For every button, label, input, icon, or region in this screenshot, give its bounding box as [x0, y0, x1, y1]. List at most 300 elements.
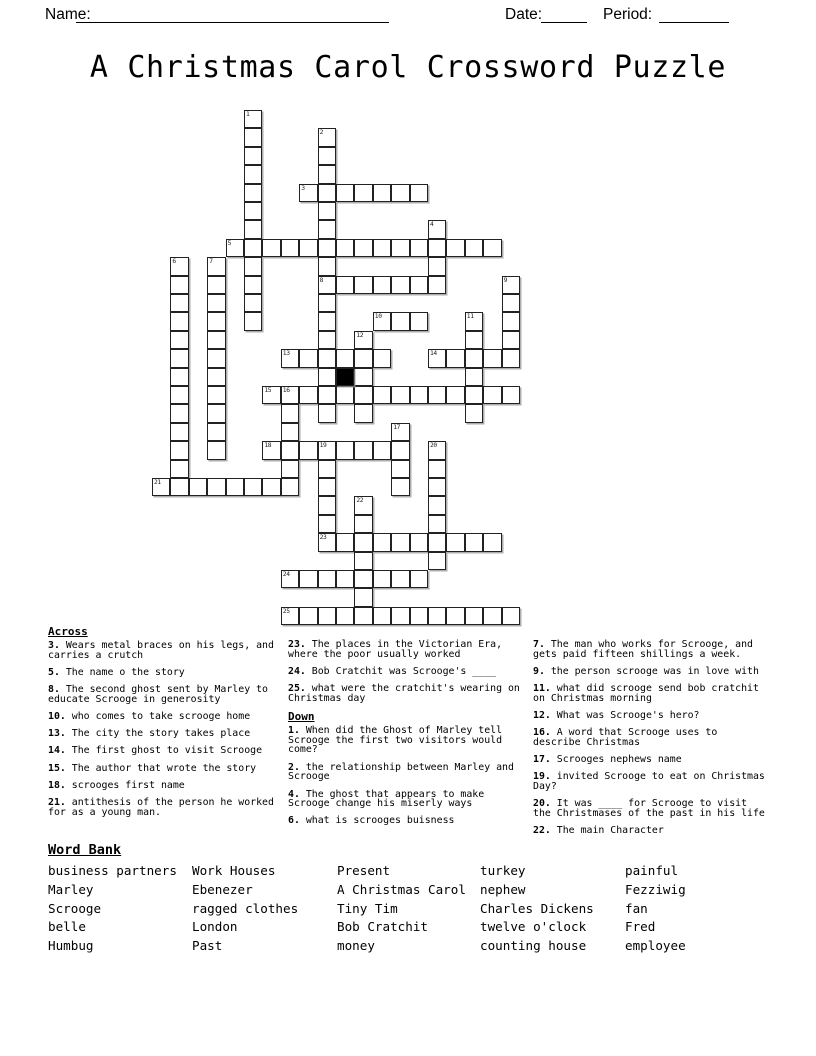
clue-label-24: 24.: [288, 665, 306, 677]
grid-cell-r18-c13[interactable]: [391, 441, 409, 459]
grid-cell-r18-c12[interactable]: [373, 441, 391, 459]
clue-number-1: 1: [246, 111, 250, 118]
grid-cell-r15-c11[interactable]: [354, 386, 372, 404]
clue-down-1: 1. When did the Ghost of Marley tell Scrooge the first two visitors would come?: [288, 725, 503, 756]
clue-number-22: 22: [356, 497, 364, 505]
word-bank-item: London: [192, 919, 238, 935]
grid-cell-r13-c3[interactable]: [207, 349, 225, 367]
period-label: Period:: [603, 6, 653, 23]
grid-cell-r13-c7[interactable]: [281, 349, 299, 367]
clue-label-23: 23.: [288, 639, 306, 650]
grid-cell-r23-c14[interactable]: [410, 533, 428, 551]
grid-cell-r7-c7[interactable]: [281, 239, 299, 257]
clue-across-15: 15. The author that wrote the story: [48, 762, 257, 774]
grid-cell-r20-c0[interactable]: [152, 478, 170, 496]
grid-cell-r1-c9[interactable]: [318, 128, 336, 146]
grid-cell-r6-c5[interactable]: [244, 220, 262, 238]
grid-cell-r26-c11[interactable]: [354, 588, 372, 606]
grid-cell-r27-c17[interactable]: [465, 607, 483, 625]
grid-cell-r12-c19[interactable]: [502, 331, 520, 349]
grid-cell-r16-c9[interactable]: [318, 404, 336, 422]
grid-cell-r8-c3[interactable]: [207, 257, 225, 275]
grid-cell-r15-c1[interactable]: [170, 386, 188, 404]
clue-across-13: 13. The city the story takes place: [48, 728, 251, 740]
grid-cell-r18-c1[interactable]: [170, 441, 188, 459]
grid-cell-r12-c3[interactable]: [207, 331, 225, 349]
grid-cell-r13-c12[interactable]: [373, 349, 391, 367]
grid-cell-r6-c9[interactable]: [318, 220, 336, 238]
grid-cell-r17-c7[interactable]: [281, 423, 299, 441]
grid-cell-r11-c19[interactable]: [502, 312, 520, 330]
clue-number-10: 10: [374, 313, 382, 321]
grid-cell-r25-c14[interactable]: [410, 570, 428, 588]
word-bank-item: twelve o'clock: [480, 919, 587, 935]
grid-cell-r23-c9[interactable]: [318, 533, 336, 551]
name-label: Name:: [45, 6, 91, 23]
date-blank-line: [541, 6, 587, 23]
word-bank-column-5: [625, 862, 686, 956]
grid-cell-r21-c11[interactable]: [354, 496, 372, 514]
clue-number-4: 4: [430, 221, 434, 229]
grid-cell-r27-c11[interactable]: [354, 607, 372, 625]
grid-cell-r20-c6[interactable]: [262, 478, 280, 496]
clue-label-16: 16.: [533, 727, 551, 739]
grid-cell-r12-c11[interactable]: [354, 331, 372, 349]
grid-cell-r10-c19[interactable]: [502, 294, 520, 312]
grid-cell-r20-c5[interactable]: [244, 478, 262, 496]
word-bank-item: Fred: [625, 919, 656, 935]
word-bank-item: Past: [192, 938, 223, 954]
clue-number-2: 2: [319, 129, 323, 137]
grid-cell-r8-c5[interactable]: [244, 257, 262, 275]
clue-across-5: 5. The name o the story: [48, 666, 185, 678]
grid-cell-r15-c15[interactable]: [428, 386, 446, 404]
grid-cell-r17-c13[interactable]: [391, 423, 409, 441]
grid-cell-r7-c14[interactable]: [410, 239, 428, 257]
clue-label-11: 11.: [533, 683, 551, 695]
word-bank-item: business partners: [48, 863, 177, 878]
clue-number-17: 17: [393, 423, 400, 431]
clue-number-19: 19: [319, 442, 327, 450]
clue-down-4: 4. The ghost that appears to make Scrooge change his miserly ways: [288, 788, 485, 810]
across-header: Across: [48, 625, 88, 638]
grid-cell-r12-c9[interactable]: [318, 331, 336, 349]
grid-cell-r25-c7[interactable]: [281, 570, 299, 588]
word-bank-item: Marley: [48, 881, 94, 897]
grid-cell-r27-c14[interactable]: [410, 607, 428, 625]
clue-number-11: 11: [466, 313, 474, 321]
grid-cell-r19-c13[interactable]: [391, 460, 409, 478]
puzzle-title: A Christmas Carol Crossword Puzzle: [89, 50, 727, 85]
clue-down-20: 20. It was ____ for Scrooge to visit the Christmases of the past in his life: [533, 798, 765, 819]
grid-cell-r27-c13[interactable]: [391, 607, 409, 625]
clue-label-22: 22.: [533, 825, 551, 837]
clue-label-9: 9.: [533, 665, 545, 677]
clue-across-18: 18. scrooges first name: [48, 779, 185, 791]
grid-cell-r13-c1[interactable]: [170, 349, 188, 367]
clue-label-14: 14.: [48, 745, 66, 757]
clue-label-18: 18.: [48, 779, 66, 791]
clue-label-20: 20.: [533, 798, 551, 810]
grid-cell-r7-c15[interactable]: [428, 239, 446, 257]
word-bank-item: nephew: [480, 881, 526, 897]
grid-cell-r13-c9[interactable]: [318, 349, 336, 367]
grid-cell-r11-c1[interactable]: [170, 312, 188, 330]
grid-cell-r14-c3[interactable]: [207, 368, 225, 386]
grid-cell-r22-c11[interactable]: [354, 515, 372, 533]
clue-label-17: 17.: [533, 754, 551, 766]
grid-cell-r16-c1[interactable]: [170, 404, 188, 422]
grid-cell-r9-c3[interactable]: [207, 276, 225, 294]
clue-number-8: 8: [319, 276, 323, 284]
grid-cell-r17-c3[interactable]: [207, 423, 225, 441]
grid-cell-r15-c6[interactable]: [262, 386, 280, 404]
grid-cell-r13-c18[interactable]: [483, 349, 501, 367]
grid-cell-r5-c9[interactable]: [318, 202, 336, 220]
grid-cell-r18-c9[interactable]: [318, 441, 336, 459]
grid-cell-r9-c9[interactable]: [318, 276, 336, 294]
grid-cell-r18-c11[interactable]: [354, 441, 372, 459]
grid-cell-r19-c1[interactable]: [170, 460, 188, 478]
clue-label-12: 12.: [533, 710, 551, 722]
clue-number-23: 23: [319, 534, 327, 542]
grid-cell-r8-c9[interactable]: [318, 257, 336, 275]
grid-cell-r4-c5[interactable]: [244, 184, 262, 202]
clue-number-14: 14: [430, 350, 437, 358]
clue-column-2: [288, 640, 523, 834]
clue-label-6: 6.: [288, 815, 300, 827]
word-bank-item: Bob Cratchit: [337, 919, 428, 935]
grid-cell-r7-c16[interactable]: [446, 239, 464, 257]
clue-label-8: 8.: [48, 684, 60, 696]
clue-across-10: 10. who comes to take scrooge home: [48, 711, 251, 723]
word-bank-item: counting house: [480, 938, 587, 954]
grid-cell-r25-c11[interactable]: [354, 570, 372, 588]
word-bank-item: A Christmas Carol: [337, 881, 466, 897]
grid-cell-r19-c15[interactable]: [428, 460, 446, 478]
word-bank-item: Humbug: [48, 938, 94, 954]
grid-cell-r15-c3[interactable]: [207, 386, 225, 404]
grid-cell-r11-c17[interactable]: [465, 312, 483, 330]
clue-across-21: 21. antithesis of the person he worked for as a young man.: [48, 797, 274, 818]
clue-across-25: 25. what were the cratchit's wearing on Christmas day: [288, 683, 520, 704]
clue-label-19: 19.: [533, 771, 551, 783]
clue-column-1: [48, 626, 283, 825]
grid-cell-r15-c18[interactable]: [483, 386, 501, 404]
word-bank-item: painful: [625, 863, 679, 878]
grid-cell-r20-c3[interactable]: [207, 478, 225, 496]
grid-cell-r27-c9[interactable]: [318, 607, 336, 625]
clue-down-7: 7. The man who works for Scrooge, and gets paid fifteen shillings a week.: [533, 639, 753, 660]
clue-down-6: 6. what is scrooges buisness: [288, 815, 455, 827]
grid-cell-r7-c17[interactable]: [465, 239, 483, 257]
grid-cell-r11-c12[interactable]: [373, 312, 391, 330]
grid-cell-r9-c13[interactable]: [391, 276, 409, 294]
grid-cell-r15-c16[interactable]: [446, 386, 464, 404]
grid-cell-r20-c2[interactable]: [189, 478, 207, 496]
grid-cell-r14-c11[interactable]: [354, 368, 372, 386]
grid-cell-r25-c12[interactable]: [373, 570, 391, 588]
period-blank-line: [659, 6, 729, 23]
grid-cell-r24-c11[interactable]: [354, 552, 372, 570]
clue-column-3: [533, 640, 768, 843]
grid-cell-r15-c17[interactable]: [465, 386, 483, 404]
grid-cell-r23-c13[interactable]: [391, 533, 409, 551]
word-bank-item: Scrooge: [48, 900, 102, 916]
grid-cell-r16-c11[interactable]: [354, 404, 372, 422]
grid-cell-r6-c15[interactable]: [428, 220, 446, 238]
word-bank-item: employee: [625, 938, 686, 954]
grid-cell-r18-c3[interactable]: [207, 441, 225, 459]
grid-cell-r27-c19[interactable]: [502, 607, 520, 625]
grid-cell-r18-c7[interactable]: [281, 441, 299, 459]
grid-cell-r11-c13[interactable]: [391, 312, 409, 330]
clue-number-7: 7: [209, 258, 213, 266]
grid-cell-r15-c8[interactable]: [299, 386, 317, 404]
grid-cell-r27-c8[interactable]: [299, 607, 317, 625]
clue-number-18: 18: [264, 442, 272, 450]
grid-cell-r27-c16[interactable]: [446, 607, 464, 625]
grid-cell-r7-c6[interactable]: [262, 239, 280, 257]
word-bank-item: ragged clothes: [192, 900, 299, 916]
grid-cell-r27-c7[interactable]: [281, 607, 299, 625]
clue-down-16: 16. A word that Scrooge uses to describe Christmas: [533, 727, 718, 748]
clue-label-21: 21.: [48, 797, 66, 809]
grid-cell-r14-c17[interactable]: [465, 368, 483, 386]
grid-cell-r23-c12[interactable]: [373, 533, 391, 551]
word-bank-column-4: [480, 862, 594, 956]
word-bank-column-2: [192, 862, 298, 956]
clue-label-4: 4.: [288, 788, 300, 800]
grid-cell-r9-c11[interactable]: [354, 276, 372, 294]
word-bank-item: Work Houses: [192, 863, 276, 878]
clue-number-5: 5: [227, 239, 231, 247]
grid-cell-r13-c15[interactable]: [428, 349, 446, 367]
clue-number-20: 20: [430, 442, 437, 450]
grid-cell-r16-c17[interactable]: [465, 404, 483, 422]
word-bank-item: belle: [48, 919, 86, 935]
grid-cell-r23-c16[interactable]: [446, 533, 464, 551]
grid-cell-r17-c1[interactable]: [170, 423, 188, 441]
grid-cell-r15-c7[interactable]: [281, 386, 299, 404]
down-header: Down: [288, 710, 315, 724]
grid-cell-r12-c1[interactable]: [170, 331, 188, 349]
word-bank-item: Ebenezer: [192, 881, 253, 897]
grid-cell-r4-c12[interactable]: [373, 184, 391, 202]
date-label: Date:: [505, 6, 543, 23]
grid-cell-r10-c5[interactable]: [244, 294, 262, 312]
grid-cell-r23-c18[interactable]: [483, 533, 501, 551]
grid-cell-r13-c8[interactable]: [299, 349, 317, 367]
clue-across-3: 3. Wears metal braces on his legs, and carries a crutch: [48, 640, 274, 661]
clue-number-16: 16: [282, 387, 290, 394]
grid-cell-r4-c9[interactable]: [318, 184, 336, 202]
grid-cell-r18-c10[interactable]: [336, 441, 354, 459]
clue-label-1: 1.: [288, 725, 300, 737]
grid-cell-r7-c4[interactable]: [226, 239, 244, 257]
grid-cell-r11-c5[interactable]: [244, 312, 262, 330]
word-bank-column-1: [48, 862, 177, 956]
grid-cell-r23-c11[interactable]: [354, 533, 372, 551]
grid-cell-r15-c9[interactable]: [318, 386, 336, 404]
grid-cell-r10-c3[interactable]: [207, 294, 225, 312]
grid-cell-r13-c16[interactable]: [446, 349, 464, 367]
grid-cell-r20-c9[interactable]: [318, 478, 336, 496]
clue-label-13: 13.: [48, 728, 66, 740]
grid-cell-r9-c5[interactable]: [244, 276, 262, 294]
grid-cell-r20-c13[interactable]: [391, 478, 409, 496]
grid-cell-r7-c11[interactable]: [354, 239, 372, 257]
word-bank-item: fan: [625, 900, 648, 916]
clue-number-15: 15: [264, 387, 272, 394]
grid-cell-r8-c15[interactable]: [428, 257, 446, 275]
grid-cell-r27-c10[interactable]: [336, 607, 354, 625]
clue-number-13: 13: [282, 350, 290, 358]
word-bank-title: Word Bank: [48, 842, 122, 858]
grid-cell-r18-c15[interactable]: [428, 441, 446, 459]
grid-cell-r9-c1[interactable]: [170, 276, 188, 294]
clue-across-14: 14. The first ghost to visit Scrooge: [48, 745, 263, 757]
grid-cell-r13-c17[interactable]: [465, 349, 483, 367]
word-bank-item: turkey: [480, 863, 526, 878]
grid-cell-r9-c10[interactable]: [336, 276, 354, 294]
clue-number-6: 6: [172, 258, 176, 266]
grid-cell-r4-c13[interactable]: [391, 184, 409, 202]
grid-cell-r15-c13[interactable]: [391, 386, 409, 404]
grid-cell-r15-c14[interactable]: [410, 386, 428, 404]
grid-cell-r18-c8[interactable]: [299, 441, 317, 459]
clue-down-22: 22. The main Character: [533, 825, 664, 837]
clue-number-21: 21: [154, 479, 161, 486]
clue-across-24: 24. Bob Cratchit was Scrooge's ____: [288, 665, 497, 677]
grid-cell-r7-c18[interactable]: [483, 239, 501, 257]
word-bank-item: Tiny Tim: [337, 900, 398, 916]
grid-cell-r21-c15[interactable]: [428, 496, 446, 514]
clue-label-3: 3.: [48, 640, 60, 651]
grid-cell-r9-c14[interactable]: [410, 276, 428, 294]
grid-cell-r2-c9[interactable]: [318, 147, 336, 165]
blocked-cell-r14-c10: [336, 368, 354, 386]
clue-across-8: 8. The second ghost sent by Marley to educate Scrooge in generosity: [48, 684, 268, 705]
grid-cell-r16-c3[interactable]: [207, 404, 225, 422]
grid-cell-r15-c19[interactable]: [502, 386, 520, 404]
grid-cell-r21-c9[interactable]: [318, 496, 336, 514]
clue-down-17: 17. Scrooges nephews name: [533, 754, 682, 766]
grid-cell-r20-c7[interactable]: [281, 478, 299, 496]
clue-label-2: 2.: [288, 761, 300, 773]
grid-cell-r1-c5[interactable]: [244, 128, 262, 146]
grid-cell-r19-c7[interactable]: [281, 460, 299, 478]
clue-down-11: 11. what did scrooge send bob cratchit on Christmas morning: [533, 683, 759, 704]
grid-cell-r13-c19[interactable]: [502, 349, 520, 367]
grid-cell-r11-c3[interactable]: [207, 312, 225, 330]
name-blank-line: [76, 6, 389, 23]
grid-cell-r22-c9[interactable]: [318, 515, 336, 533]
clue-label-15: 15.: [48, 762, 66, 774]
grid-cell-r13-c11[interactable]: [354, 349, 372, 367]
grid-cell-r7-c8[interactable]: [299, 239, 317, 257]
grid-cell-r20-c1[interactable]: [170, 478, 188, 496]
grid-cell-r11-c14[interactable]: [410, 312, 428, 330]
word-bank-item: Fezziwig: [625, 881, 686, 897]
word-bank-item: Charles Dickens: [480, 900, 594, 916]
grid-cell-r13-c10[interactable]: [336, 349, 354, 367]
grid-cell-r4-c11[interactable]: [354, 184, 372, 202]
grid-cell-r20-c15[interactable]: [428, 478, 446, 496]
grid-cell-r4-c14[interactable]: [410, 184, 428, 202]
clue-number-12: 12: [356, 331, 364, 339]
grid-cell-r0-c5[interactable]: [244, 110, 262, 128]
grid-cell-r14-c1[interactable]: [170, 368, 188, 386]
grid-cell-r18-c6[interactable]: [262, 441, 280, 459]
clue-label-10: 10.: [48, 711, 66, 723]
clue-number-24: 24: [282, 571, 290, 578]
grid-cell-r7-c5[interactable]: [244, 239, 262, 257]
grid-cell-r23-c10[interactable]: [336, 533, 354, 551]
word-bank-item: money: [337, 938, 375, 954]
grid-cell-r24-c15[interactable]: [428, 552, 446, 570]
word-bank-item: Present: [337, 863, 391, 878]
grid-cell-r7-c10[interactable]: [336, 239, 354, 257]
grid-cell-r4-c8[interactable]: [299, 184, 317, 202]
clue-label-5: 5.: [48, 666, 60, 678]
clue-down-12: 12. What was Scrooge's hero?: [533, 710, 700, 722]
clue-number-9: 9: [503, 276, 507, 284]
grid-cell-r23-c15[interactable]: [428, 533, 446, 551]
grid-cell-r15-c12[interactable]: [373, 386, 391, 404]
grid-cell-r22-c15[interactable]: [428, 515, 446, 533]
grid-cell-r10-c9[interactable]: [318, 294, 336, 312]
grid-cell-r3-c5[interactable]: [244, 165, 262, 183]
grid-cell-r16-c7[interactable]: [281, 404, 299, 422]
clue-number-25: 25: [282, 607, 290, 615]
grid-cell-r12-c17[interactable]: [465, 331, 483, 349]
grid-cell-r9-c19[interactable]: [502, 276, 520, 294]
grid-cell-r15-c10[interactable]: [336, 386, 354, 404]
grid-cell-r23-c17[interactable]: [465, 533, 483, 551]
clue-down-9: 9. the person scrooge was in love with: [533, 665, 759, 677]
grid-cell-r25-c13[interactable]: [391, 570, 409, 588]
grid-cell-r14-c9[interactable]: [318, 368, 336, 386]
grid-cell-r5-c5[interactable]: [244, 202, 262, 220]
grid-cell-r27-c18[interactable]: [483, 607, 501, 625]
grid-cell-r27-c15[interactable]: [428, 607, 446, 625]
grid-cell-r11-c9[interactable]: [318, 312, 336, 330]
clue-down-2: 2. the relationship between Marley and Scrooge: [288, 761, 514, 783]
grid-cell-r25-c10[interactable]: [336, 570, 354, 588]
grid-cell-r7-c12[interactable]: [373, 239, 391, 257]
clue-across-23: 23. The places in the Victorian Era, where the poor usually worked: [288, 639, 503, 660]
clue-down-19: 19. invited Scrooge to eat on Christmas Day?: [533, 771, 765, 793]
grid-cell-r2-c5[interactable]: [244, 147, 262, 165]
grid-cell-r7-c13[interactable]: [391, 239, 409, 257]
clue-label-25: 25.: [288, 683, 306, 695]
grid-cell-r3-c9[interactable]: [318, 165, 336, 183]
grid-cell-r9-c15[interactable]: [428, 276, 446, 294]
word-bank-column-3: [337, 862, 466, 956]
clue-label-7: 7.: [533, 639, 545, 650]
grid-cell-r20-c4[interactable]: [226, 478, 244, 496]
grid-cell-r4-c10[interactable]: [336, 184, 354, 202]
grid-cell-r9-c12[interactable]: [373, 276, 391, 294]
grid-cell-r10-c1[interactable]: [170, 294, 188, 312]
grid-cell-r7-c9[interactable]: [318, 239, 336, 257]
grid-cell-r25-c9[interactable]: [318, 570, 336, 588]
grid-cell-r19-c9[interactable]: [318, 460, 336, 478]
grid-cell-r25-c8[interactable]: [299, 570, 317, 588]
grid-cell-r8-c1[interactable]: [170, 257, 188, 275]
grid-cell-r27-c12[interactable]: [373, 607, 391, 625]
